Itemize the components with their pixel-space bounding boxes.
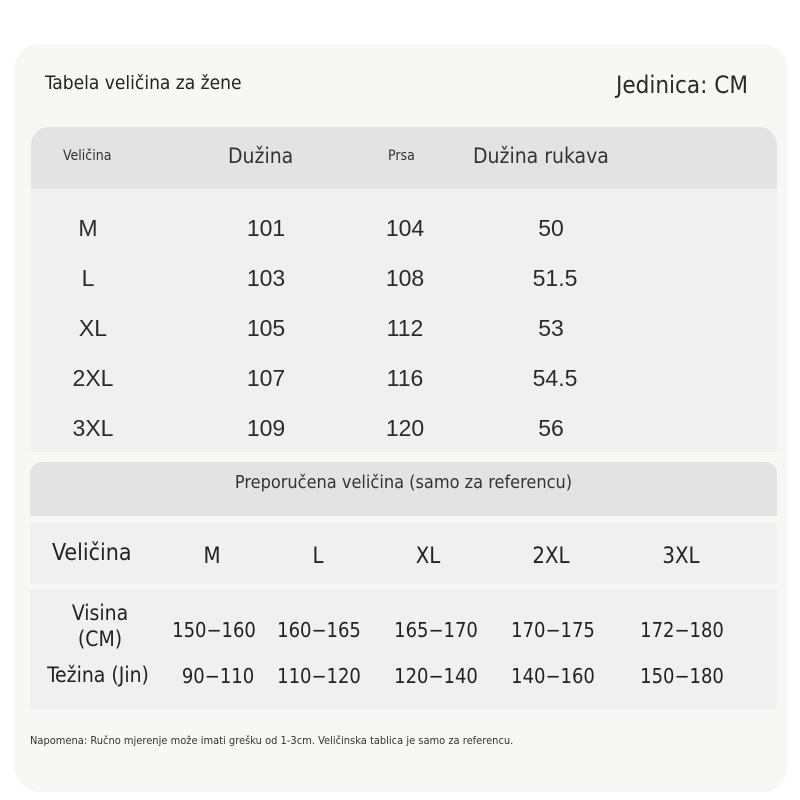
cell-sleeve: 54.5 (532, 365, 578, 391)
col-header-chest: Prsa (388, 148, 415, 164)
weight-cell: 140−160 (511, 664, 595, 688)
row-label-weight: Težina (Jin) (47, 663, 149, 687)
height-cell: 160−165 (277, 618, 361, 642)
cell-length: 109 (246, 415, 286, 441)
size-cell: XL (415, 544, 441, 569)
cell-chest: 120 (385, 415, 425, 441)
col-header-sleeve: Dužina rukava (473, 144, 609, 168)
table-row (31, 253, 777, 303)
cell-length: 107 (246, 365, 286, 391)
measurement-note: Napomena: Ručno mjerenje može imati grešku od 1-3cm. Veličinska tablica je samo za referencu. (30, 734, 514, 747)
cell-chest: 112 (386, 315, 424, 341)
weight-cell: 120−140 (394, 664, 478, 688)
weight-cell: 110−120 (277, 664, 361, 688)
table-row (31, 303, 777, 353)
unit-label: Jedinica: CM (616, 71, 748, 99)
row-label-height: Visina (CM) (71, 601, 129, 651)
size-table-header (31, 127, 777, 189)
cell-size: XL (78, 315, 108, 341)
cell-sleeve: 50 (538, 215, 564, 241)
recommend-sizes-row (30, 522, 777, 584)
page-title: Tabela veličina za žene (45, 72, 242, 94)
table-row (31, 353, 777, 403)
height-cell: 172−180 (640, 618, 724, 642)
cell-sleeve: 51.5 (532, 265, 578, 291)
table-row (31, 203, 777, 253)
recommend-values (30, 590, 777, 710)
height-cell: 165−170 (394, 618, 478, 642)
cell-length: 103 (246, 265, 286, 291)
table-row (31, 403, 777, 453)
cell-sleeve: 53 (538, 315, 564, 341)
cell-sleeve: 56 (538, 415, 564, 441)
size-cell: L (312, 544, 324, 569)
row-label-size: Veličina (52, 540, 132, 566)
cell-length: 101 (246, 215, 286, 241)
height-cell: 150−160 (172, 618, 256, 642)
recommend-table-title: Preporučena veličina (samo za referencu) (30, 462, 777, 516)
col-header-size: Veličina (63, 148, 112, 164)
size-table-body (31, 189, 777, 452)
cell-chest: 104 (385, 215, 425, 241)
weight-cell: 150−180 (640, 664, 724, 688)
height-cell: 170−175 (511, 618, 595, 642)
cell-size: 3XL (72, 415, 114, 441)
weight-cell: 90−110 (181, 664, 255, 688)
cell-size: M (78, 215, 98, 241)
size-cell: M (203, 544, 221, 569)
cell-chest: 116 (386, 365, 424, 391)
col-header-length: Dužina (228, 144, 294, 168)
cell-length: 105 (246, 315, 286, 341)
cell-size: 2XL (72, 365, 114, 391)
cell-chest: 108 (385, 265, 425, 291)
size-cell: 3XL (662, 544, 700, 569)
size-cell: 2XL (532, 544, 570, 569)
cell-size: L (81, 265, 95, 291)
